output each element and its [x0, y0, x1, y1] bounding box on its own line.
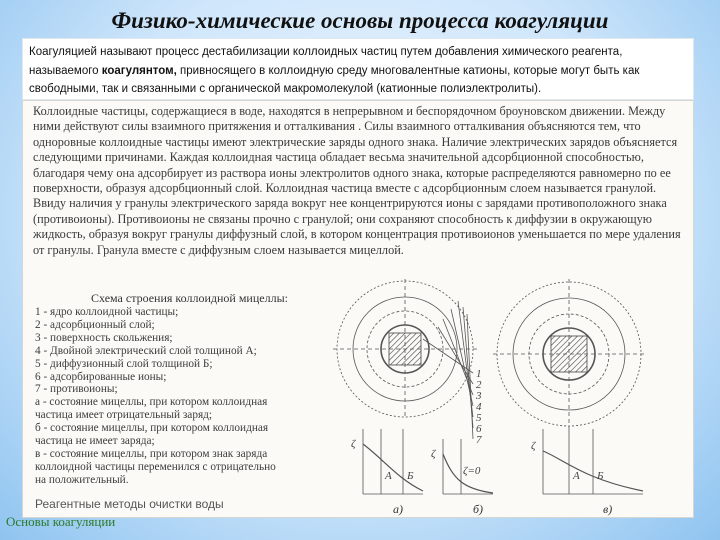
callout-label: 7 [476, 434, 482, 446]
footer-label: Основы коагуляции [6, 514, 116, 529]
legend-item: б - состояние мицеллы, при котором коллоидная [35, 422, 269, 435]
legend-item: 1 - ядро коллоидной частицы; [35, 306, 179, 318]
scan-paragraph: Коллоидные частицы, содержащиеся в воде, находятся в непрерывном и беспорядочном броуновском движении. Между ними действуют силы взаимного притяжения и отталкивания . Силы взаимного отталкивания объясняются тем, что одноровные коллоидные частицы имеют электрические заряды одного знака. Наличие электрических зарядов объясняется следующими причинами. Каждая коллоидная частица обладает весьма значительной адсорбционной способностью, благодаря чему она адсорбирует из раствора ионы электролитов одного знака, которые распределяются равномерно по ее поверхности, образуя адсорбционный слой. Коллоидная частица вместе с адсорбционным слоем называется гранулой. Ввиду наличия у гранулы электрического заряда вокруг нее концентрируются ионы с зарядами противоположного знака (противоионы). Противоионы не связаны прочно с гранулой; они сохраняют способность к диффузии в окружающую жидкость, образуя вокруг гранулы диффузный слой, в котором концентрация противоионов уменьшается по мере удаления от гранулы. Гранула вместе с диффузным слоем называется мицеллой. [33, 104, 681, 257]
legend-item: частица имеет отрицательный заряд; [35, 409, 213, 422]
callout-label: 2 [476, 379, 482, 391]
intro-bold-term: коагулянтом, [101, 64, 177, 77]
callout-label: 3 [476, 390, 482, 402]
callouts [423, 301, 482, 446]
callout-label: 6 [476, 423, 482, 435]
panel-label: в) [603, 502, 613, 516]
legend-item: коллоидной частицы переменился с отрицательно [35, 460, 276, 473]
axis-label: A [385, 470, 392, 482]
intro-text-part2: привносящего в коллоидную среду многовалентные катионы, которые могут быть как свободными, так и связанными с органической макромолекулой (катионные полиэлектролиты). [29, 64, 640, 95]
page-title: Физико-химические основы процесса коагуляции [111, 8, 609, 33]
scheme-legend [35, 306, 325, 487]
micelle-left [333, 279, 477, 419]
legend-item: а - состояние мицеллы, при котором коллоидная [35, 396, 268, 409]
bottom-caption: Реагентные методы очистки воды [35, 497, 224, 511]
legend-item: 5 - диффузионный слой толщиной Б; [35, 357, 213, 370]
axis-label: ζ [431, 448, 436, 460]
legend-item: 6 - адсорбированные ионы; [35, 370, 167, 383]
callout-label: 5 [476, 412, 482, 424]
axis-label: А [573, 470, 580, 482]
scheme-title: Схема строения коллоидной мицеллы: [91, 291, 288, 305]
legend-item: 3 - поверхность скольжения; [35, 331, 173, 344]
callout-label: 4 [476, 401, 482, 413]
axis-label: ζ=0 [463, 465, 481, 477]
intro-text-part1: Коагуляцией называют процесс дестабилизации коллоидных частиц путем добавления химического реагента, называемого [29, 46, 623, 77]
legend-item: в - состояние мицеллы, при котором знак заряда [35, 447, 268, 460]
micelle-right [493, 279, 645, 429]
scanned-page [22, 100, 694, 518]
legend-item: 2 - адсорбционный слой; [35, 318, 155, 331]
panel-label: б) [473, 502, 484, 516]
callout-label: 1 [476, 368, 482, 380]
legend-item: 4 - Двойной электрический слой толщиной А; [35, 344, 257, 357]
axis-label: Б [597, 470, 604, 482]
micelle-diagram [323, 279, 691, 518]
axis-label: ζ [531, 440, 536, 452]
legend-item: частица не имеет заряда; [35, 435, 155, 448]
axis-label: ζ [351, 438, 356, 450]
axis-label: Б [407, 470, 414, 482]
panel-label: а) [393, 502, 403, 516]
legend-item: на положительный. [35, 473, 129, 486]
potential-graphs [351, 429, 643, 516]
legend-item: 7 - противоионы; [35, 383, 118, 396]
intro-paragraph [22, 38, 694, 100]
